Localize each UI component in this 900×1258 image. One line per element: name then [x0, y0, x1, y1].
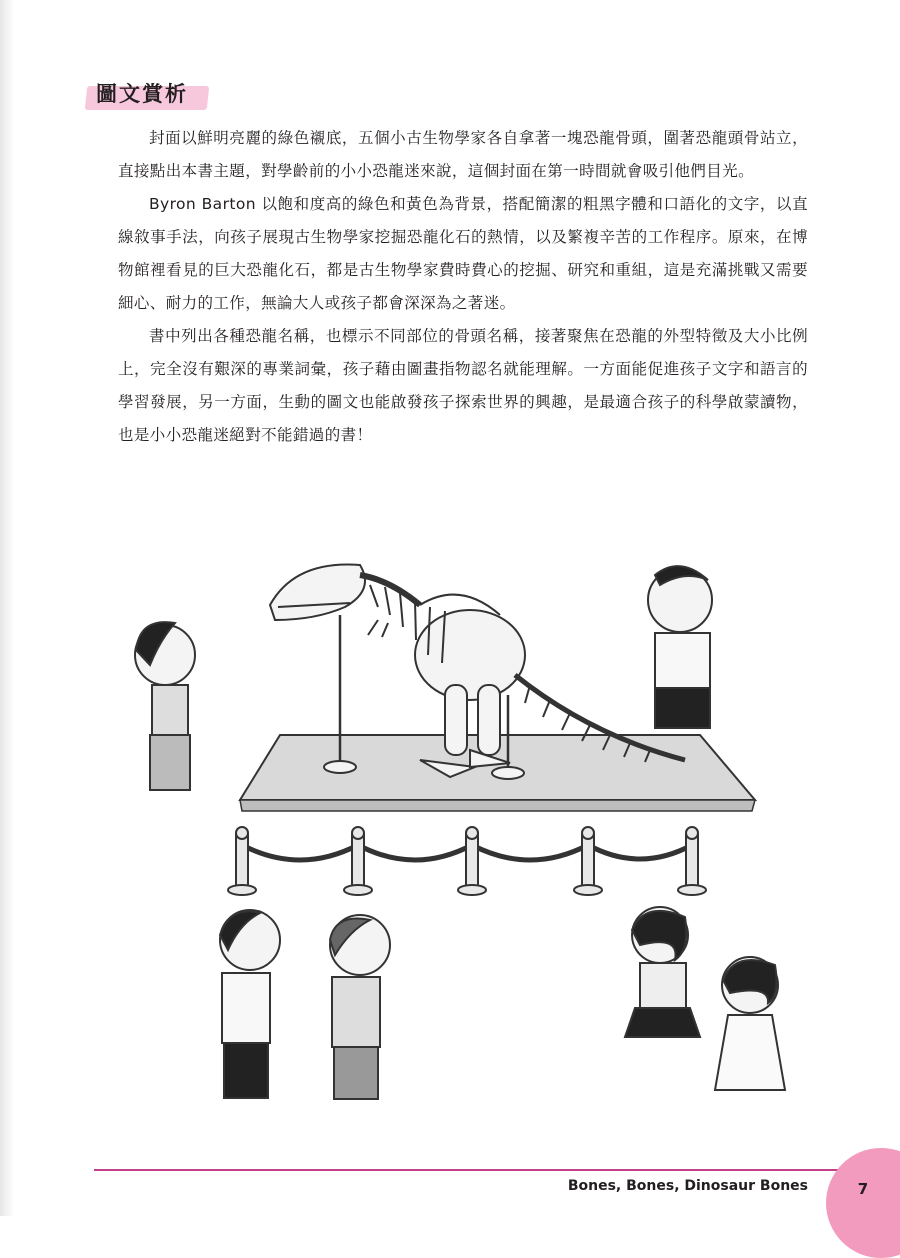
children-bottom-right [625, 907, 785, 1090]
children-bottom-left [220, 910, 390, 1099]
page-number: 7 [857, 1180, 869, 1198]
paragraph-2: Byron Barton 以飽和度高的綠色和黃色為背景，搭配簡潔的粗黑字體和口語化的文字，以直線敘事手法，向孩子展現古生物學家挖掘恐龍化石的熱情，以及繁複辛苦的工作程序。原來，在博物館裡看見的巨大恐龍化石，都是古生物學家費時費心的挖掘、研究和重組，這是充滿挑戰又需要細心、耐力的工作，無論大人或孩子都會深深為之著迷。 [118, 195, 808, 312]
museum-illustration [120, 545, 800, 1125]
child-left [135, 622, 195, 790]
paragraph-1: 封面以鮮明亮麗的綠色襯底，五個小古生物學家各自拿著一塊恐龍骨頭，圍著恐龍頭骨站立，直接點出本書主題，對學齡前的小小恐龍迷來說，這個封面在第一時間就會吸引他們目光。 [118, 129, 808, 180]
footer-rule [94, 1169, 846, 1171]
footer-book-title: Bones, Bones, Dinosaur Bones [567, 1178, 808, 1194]
section-title: 圖文賞析 [96, 82, 188, 106]
section-heading [86, 78, 188, 114]
page-number-tab [826, 1148, 900, 1258]
rope-barrier [228, 827, 706, 895]
article-body [118, 122, 808, 452]
paragraph-3: 書中列出各種恐龍名稱，也標示不同部位的骨頭名稱，接著聚焦在恐龍的外型特徵及大小比例上，完全沒有艱深的專業詞彙，孩子藉由圖畫指物認名就能理解。一方面能促進孩子文字和語言的學習發展，另一方面，生動的圖文也能啟發孩子探索世界的興趣，是最適合孩子的科學啟蒙讀物，也是小小恐龍迷絕對不能錯過的書！ [118, 327, 808, 444]
page-edge-shadow [0, 0, 14, 1216]
child-right [648, 566, 712, 728]
